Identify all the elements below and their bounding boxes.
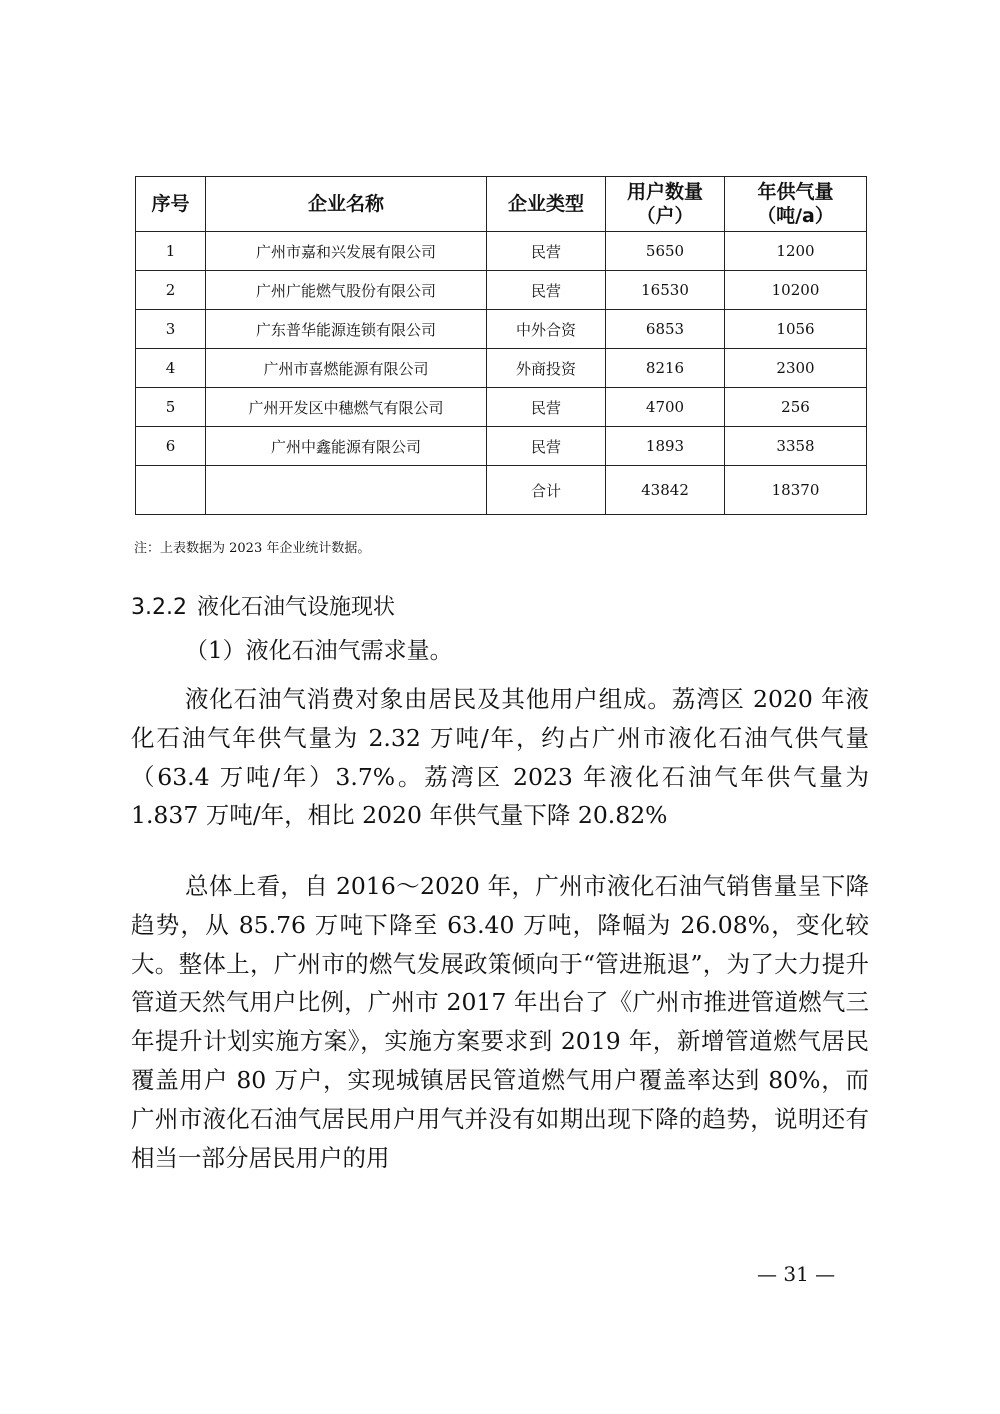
table-row — [136, 232, 867, 271]
cell-total-annual-supply: 18370 — [725, 466, 867, 515]
enterprise-table — [135, 176, 867, 515]
cell-empty — [136, 466, 206, 515]
table-total-row — [136, 466, 867, 515]
cell-total-user-count: 43842 — [606, 466, 725, 515]
table-header-row — [136, 177, 867, 232]
subheading: （1）液化石油气需求量。 — [185, 638, 453, 664]
table-row — [136, 388, 867, 427]
section-heading — [131, 590, 395, 621]
cell-serial: 4 — [136, 349, 206, 388]
cell-user-count: 5650 — [606, 232, 725, 271]
table-row — [136, 349, 867, 388]
cell-company-name: 广东普华能源连锁有限公司 — [206, 310, 487, 349]
cell-company-type: 外商投资 — [487, 349, 606, 388]
section-number: 3.2.2 — [131, 595, 187, 620]
header-company-name: 企业名称 — [206, 177, 487, 232]
header-company-type: 企业类型 — [487, 177, 606, 232]
body-paragraph: 液化石油气消费对象由居民及其他用户组成。荔湾区 2020 年液化石油气年供气量为 2.32 万吨/年，约占广州市液化石油气供气量（63.4 万吨/年）3.7%。荔湾区 2023 年液化石油气年供气量为 1.837 万吨/年，相比 2020 年供气量下降 20.82% — [131, 685, 869, 830]
section-title: 液化石油气设施现状 — [196, 595, 395, 620]
cell-user-count: 4700 — [606, 388, 725, 427]
cell-user-count: 6853 — [606, 310, 725, 349]
cell-annual-supply: 1056 — [725, 310, 867, 349]
cell-annual-supply: 256 — [725, 388, 867, 427]
cell-serial: 5 — [136, 388, 206, 427]
cell-serial: 3 — [136, 310, 206, 349]
cell-company-name: 广州开发区中穗燃气有限公司 — [206, 388, 487, 427]
cell-serial: 6 — [136, 427, 206, 466]
header-serial: 序号 — [136, 177, 206, 232]
table-row — [136, 427, 867, 466]
cell-company-type: 民营 — [487, 388, 606, 427]
cell-serial: 1 — [136, 232, 206, 271]
cell-company-name: 广州市喜燃能源有限公司 — [206, 349, 487, 388]
cell-serial: 2 — [136, 271, 206, 310]
table-row — [136, 271, 867, 310]
cell-company-type: 中外合资 — [487, 310, 606, 349]
cell-user-count: 16530 — [606, 271, 725, 310]
cell-user-count: 1893 — [606, 427, 725, 466]
page-number: — 31 — — [757, 1262, 836, 1286]
cell-company-name: 广州市嘉和兴发展有限公司 — [206, 232, 487, 271]
cell-company-name: 广州广能燃气股份有限公司 — [206, 271, 487, 310]
cell-total-label: 合计 — [487, 466, 606, 515]
cell-annual-supply: 3358 — [725, 427, 867, 466]
cell-company-type: 民营 — [487, 271, 606, 310]
cell-company-type: 民营 — [487, 427, 606, 466]
table-row — [136, 310, 867, 349]
cell-company-name: 广州中鑫能源有限公司 — [206, 427, 487, 466]
cell-annual-supply: 1200 — [725, 232, 867, 271]
cell-user-count: 8216 — [606, 349, 725, 388]
table-note: 注：上表数据为 2023 年企业统计数据。 — [134, 541, 371, 556]
cell-annual-supply: 2300 — [725, 349, 867, 388]
cell-annual-supply: 10200 — [725, 271, 867, 310]
body-paragraph: 总体上看，自 2016～2020 年，广州市液化石油气销售量呈下降趋势，从 85.76 万吨下降至 63.40 万吨，降幅为 26.08%，变化较大。整体上，广州市的燃气发展政策倾向于“管进瓶退”，为了大力提升管道天然气用户比例，广州市 2017 年出台了《广州市推进管道燃气三年提升计划实施方案》，实施方案要求到 2019 年，新增管道燃气居民覆盖用户 80 万户，实现城镇居民管道燃气用户覆盖率达到 80%，而广州市液化石油气居民用户用气并没有如期出现下降的趋势，说明还有相当一部分居民用户的用 — [131, 872, 869, 1172]
cell-company-type: 民营 — [487, 232, 606, 271]
header-annual-supply: 年供气量 （吨/a） — [725, 177, 867, 232]
header-user-count: 用户数量 （户） — [606, 177, 725, 232]
cell-empty — [206, 466, 487, 515]
